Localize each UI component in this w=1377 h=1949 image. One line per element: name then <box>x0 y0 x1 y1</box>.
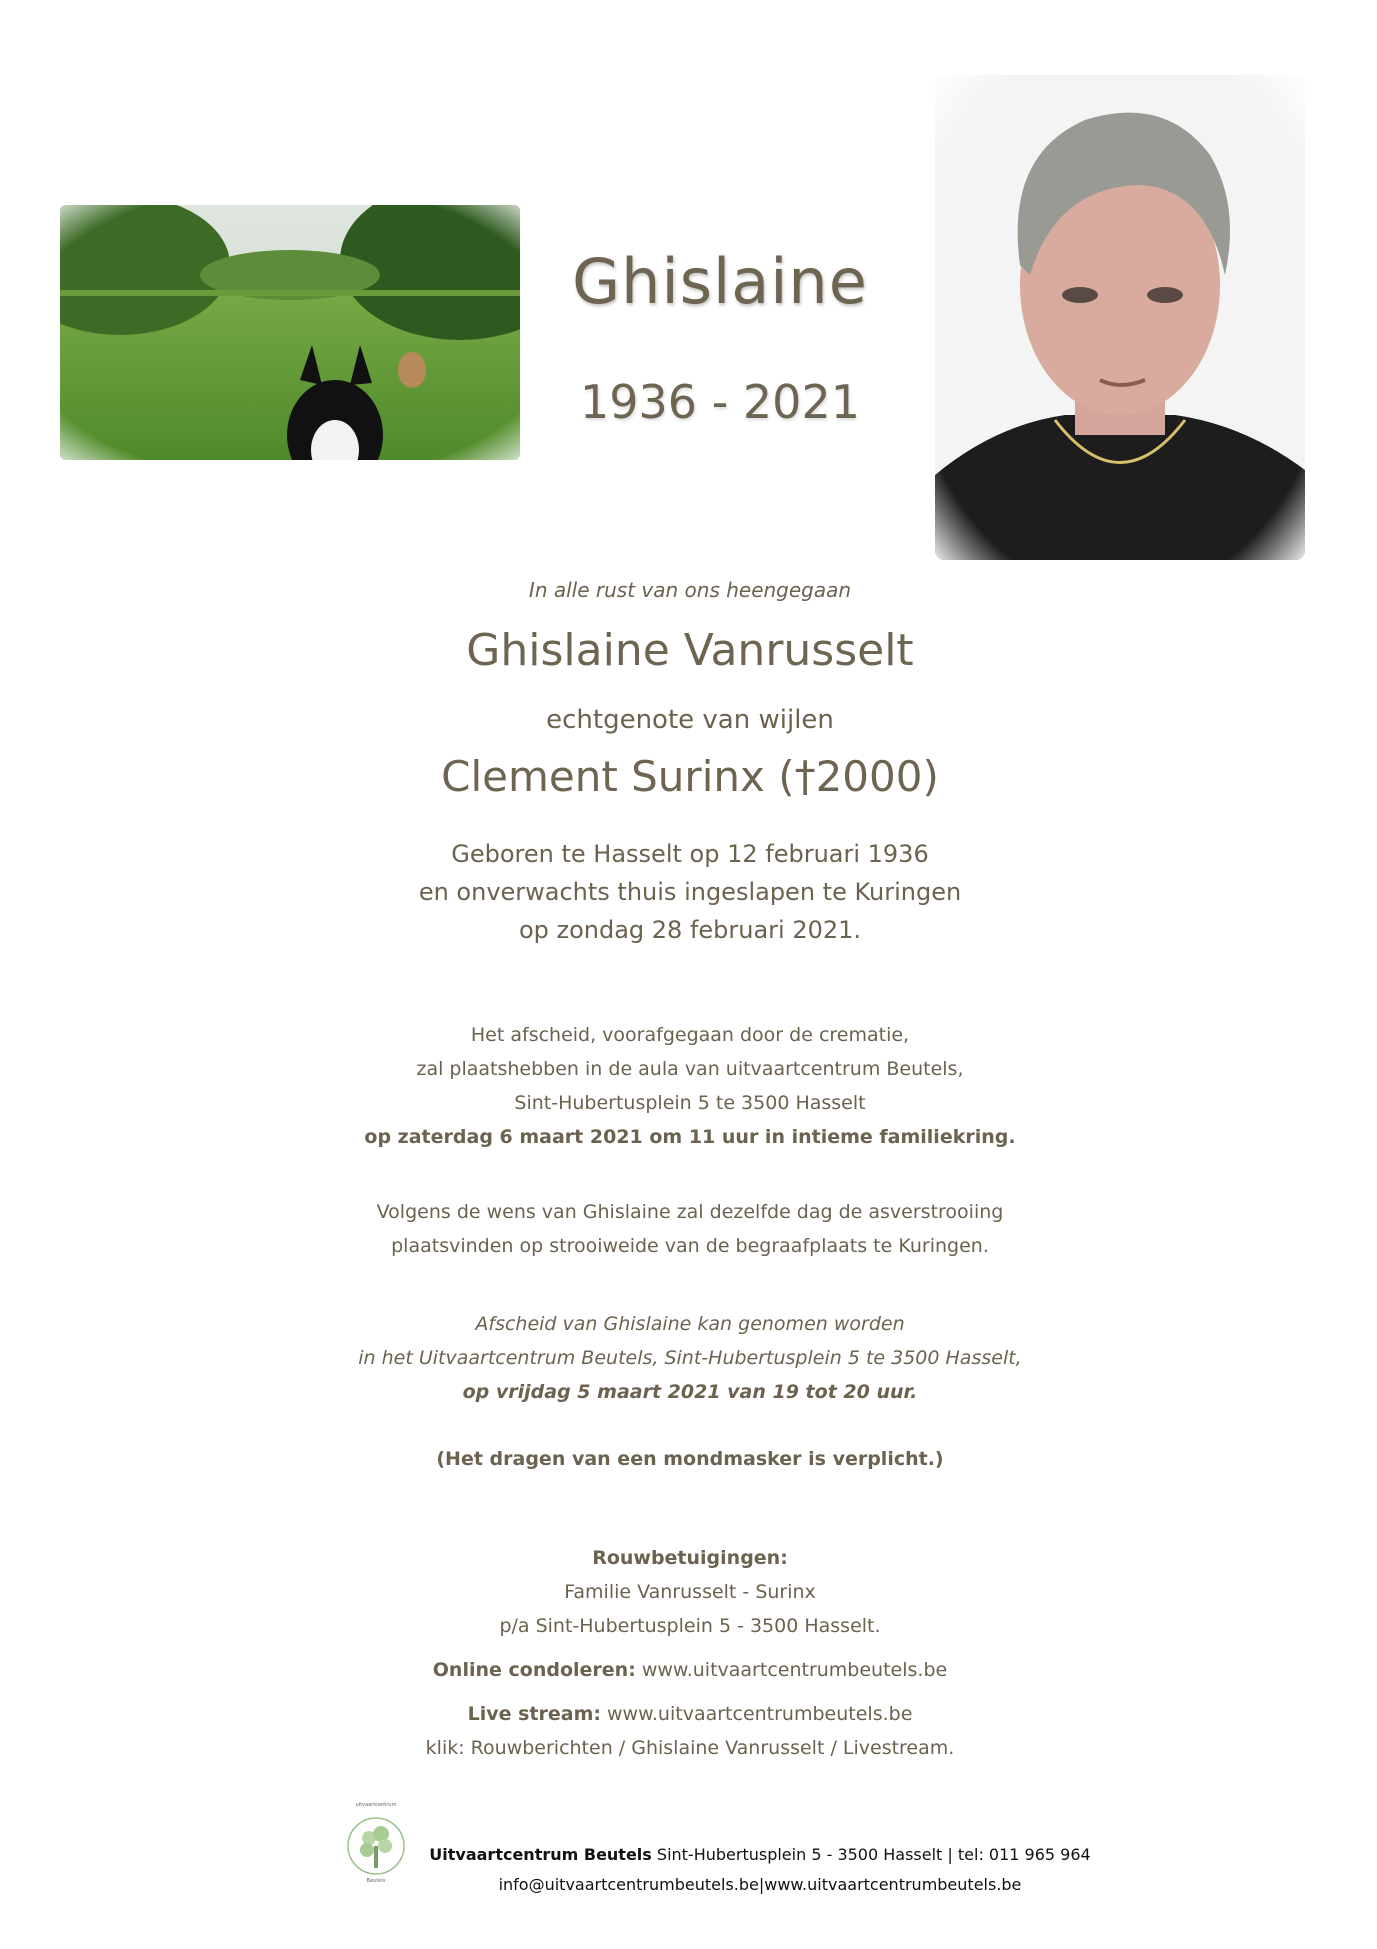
condolences-line: p/a Sint-Hubertusplein 5 - 3500 Hasselt. <box>499 1615 881 1637</box>
ceremony-line: Sint-Hubertusplein 5 te 3500 Hasselt <box>514 1092 866 1114</box>
company-logo <box>345 1802 407 1888</box>
condolences-line: Familie Vanrusselt - Surinx <box>564 1581 816 1603</box>
header-first-name: Ghislaine <box>572 245 868 318</box>
footer-contact[interactable]: info@uitvaartcentrumbeutels.be|www.uitvaartcentrumbeutels.be <box>498 1875 1022 1894</box>
spouse-label: echtgenote van wijlen <box>546 705 834 735</box>
stream-label: Live stream: <box>467 1703 601 1725</box>
intro-text: In alle rust van ons heengegaan <box>528 578 852 602</box>
online-url[interactable]: www.uitvaartcentrumbeutels.be <box>641 1659 948 1681</box>
ashes-line: Volgens de wens van Ghislaine zal dezelfde dag de asverstrooiing <box>376 1201 1004 1223</box>
deceased-full-name: Ghislaine Vanrusselt <box>466 625 914 676</box>
portrait-photo <box>935 75 1305 560</box>
footer-info <box>420 1840 1100 1900</box>
farewell-block <box>280 1307 1100 1409</box>
ashes-block <box>280 1195 1100 1263</box>
stream-url[interactable]: www.uitvaartcentrumbeutels.be <box>607 1703 913 1725</box>
live-stream <box>280 1697 1100 1731</box>
condolences-heading: Rouwbetuigingen: <box>592 1547 788 1569</box>
ceremony-line: Het afscheid, voorafgegaan door de crematie, <box>470 1024 910 1046</box>
condolences-block <box>280 1541 1100 1765</box>
footer-address-line <box>420 1840 1100 1870</box>
header-years: 1936 - 2021 <box>580 375 860 429</box>
mask-notice: (Het dragen van een mondmasker is verplicht.) <box>436 1448 944 1470</box>
farewell-date: op vrijdag 5 maart 2021 van 19 tot 20 uur. <box>462 1381 918 1403</box>
farewell-line: in het Uitvaartcentrum Beutels, Sint-Hubertusplein 5 te 3500 Hasselt, <box>358 1347 1022 1369</box>
logo-text-top: uitvaartcentrum <box>355 1802 397 1808</box>
ceremony-date: op zaterdag 6 maart 2021 om 11 uur in intieme familiekring. <box>364 1126 1016 1148</box>
ceremony-line: zal plaatshebben in de aula van uitvaartcentrum Beutels, <box>416 1058 964 1080</box>
ashes-line: plaatsvinden op strooiweide van de begraafplaats te Kuringen. <box>391 1235 989 1257</box>
spouse-name: Clement Surinx (†2000) <box>441 752 939 801</box>
born-line: en onverwachts thuis ingeslapen te Kuringen <box>418 878 962 906</box>
landscape-photo <box>60 205 520 460</box>
birth-death-info <box>280 835 1100 949</box>
logo-text-bottom: Beutels <box>366 1878 386 1884</box>
born-line: op zondag 28 februari 2021. <box>518 916 862 944</box>
stream-path: klik: Rouwberichten / Ghislaine Vanrusselt / Livestream. <box>425 1737 955 1759</box>
online-label: Online condoleren: <box>432 1659 636 1681</box>
footer-address: Sint-Hubertusplein 5 - 3500 Hasselt | tel: 011 965 964 <box>656 1845 1091 1864</box>
ceremony-block <box>280 1018 1100 1154</box>
farewell-line: Afscheid van Ghislaine kan genomen worden <box>475 1313 905 1335</box>
footer-company: Uitvaartcentrum Beutels <box>429 1845 652 1864</box>
online-condolences <box>280 1653 1100 1687</box>
born-line: Geboren te Hasselt op 12 februari 1936 <box>451 840 929 868</box>
